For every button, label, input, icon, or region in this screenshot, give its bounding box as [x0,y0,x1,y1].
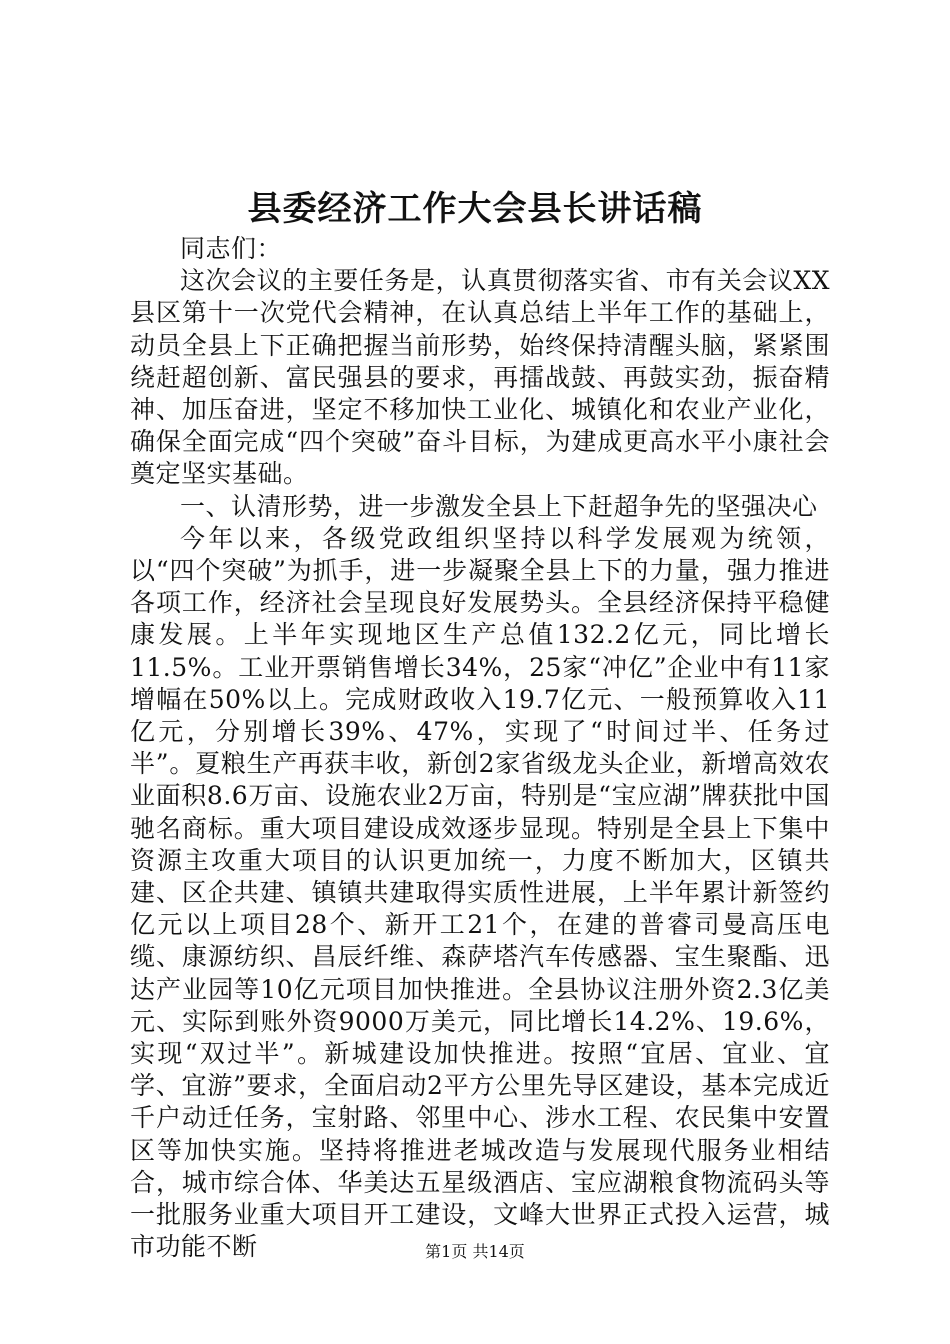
paragraph-achievements: 今年以来，各级党政组织坚持以科学发展观为统领，以“四个突破”为抓手，进一步凝聚全县上下的力量，强力推进各项工作，经济社会呈现良好发展势头。全县经济保持平稳健康发展。上半年实现地区生产总值132.2亿元，同比增长11.5%。工业开票销售增长34%，25家“冲亿”企业中有11家增幅在50%以上。完成财政收入19.7亿元、一般预算收入11亿元，分别增长39%、47%，实现了“时间过半、任务过半”。夏粮生产再获丰收，新创2家省级龙头企业，新增高效农业面积8.6万亩、设施农业2万亩，特别是“宝应湖”牌获批中国驰名商标。重大项目建设成效逐步显现。特别是全县上下集中资源主攻重大项目的认识更加统一，力度不断加大，区镇共建、区企共建、镇镇共建取得实质性进展，上半年累计新签约亿元以上项目28个、新开工21个，在建的普睿司曼高压电缆、康源纺织、昌辰纤维、森萨塔汽车传感器、宝生聚酯、迅达产业园等10亿元项目加快推进。全县协议注册外资2.3亿美元、实际到账外资9000万美元，同比增长14.2%、19.6%，实现“双过半”。新城建设加快推进。按照“宜居、宜业、宜学、宜游”要求，全面启动2平方公里先导区建设，基本完成近千户动迁任务，宝射路、邻里中心、涉水工程、农民集中安置区等加快实施。坚持将推进老城改造与发展现代服务业相结合，城市综合体、华美达五星级酒店、宝应湖粮食物流码头等一批服务业重大项目开工建设，文峰大世界正式投入运营，城市功能不断 [130,523,830,1262]
paragraph-intro: 这次会议的主要任务是，认真贯彻落实省、市有关会议XX县区第十一次党代会精神，在认真总结上半年工作的基础上，动员全县上下正确把握当前形势，始终保持清醒头脑，紧紧围绕赶超创新、富民强县的要求，再擂战鼓、再鼓实劲，振奋精神、加压奋进，坚定不移加快工业化、城镇化和农业产业化，确保全面完成“四个突破”奋斗目标，为建成更高水平小康社会奠定坚实基础。 [130,266,830,489]
salutation: 同志们： [180,234,283,263]
document-body [130,233,830,1264]
document-title: 县委经济工作大会县长讲话稿 [247,189,703,229]
section-heading: 一、认清形势，进一步激发全县上下赶超争先的坚强决心 [180,491,818,521]
page-indicator: 第1页 共14页 [425,1242,525,1261]
